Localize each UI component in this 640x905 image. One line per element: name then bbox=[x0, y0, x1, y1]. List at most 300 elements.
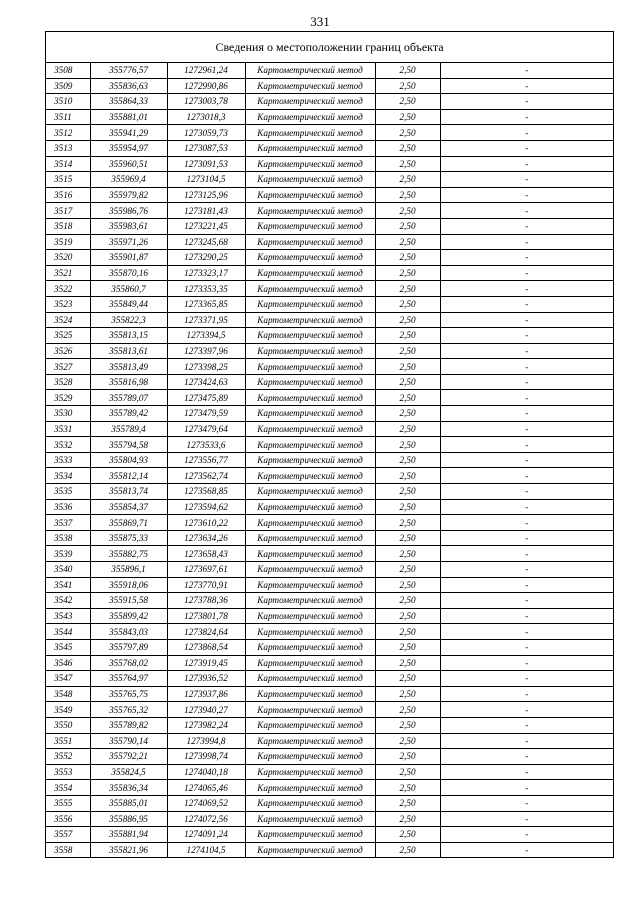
point-number-cell: 3557 bbox=[46, 827, 90, 843]
y-coordinate-cell: 1273398,25 bbox=[167, 359, 245, 375]
y-coordinate-cell: 1273371,95 bbox=[167, 312, 245, 328]
x-coordinate-cell: 355881,94 bbox=[90, 827, 167, 843]
point-number-cell: 3550 bbox=[46, 717, 90, 733]
y-coordinate-cell: 1273221,45 bbox=[167, 218, 245, 234]
method-cell: Картометрический метод bbox=[245, 390, 375, 406]
table-row bbox=[46, 203, 613, 219]
method-cell: Картометрический метод bbox=[245, 562, 375, 578]
y-coordinate-cell: 1273562,74 bbox=[167, 468, 245, 484]
point-number-cell: 3554 bbox=[46, 780, 90, 796]
x-coordinate-cell: 355875,33 bbox=[90, 530, 167, 546]
table-row bbox=[46, 78, 613, 94]
point-number-cell: 3556 bbox=[46, 811, 90, 827]
y-coordinate-cell: 1273475,89 bbox=[167, 390, 245, 406]
point-number-cell: 3540 bbox=[46, 562, 90, 578]
note-cell: - bbox=[440, 140, 613, 156]
y-coordinate-cell: 1273125,96 bbox=[167, 187, 245, 203]
note-cell: - bbox=[440, 671, 613, 687]
point-number-cell: 3520 bbox=[46, 250, 90, 266]
note-cell: - bbox=[440, 452, 613, 468]
table-row bbox=[46, 702, 613, 718]
table-row bbox=[46, 359, 613, 375]
accuracy-cell: 2,50 bbox=[375, 562, 440, 578]
note-cell: - bbox=[440, 234, 613, 250]
accuracy-cell: 2,50 bbox=[375, 109, 440, 125]
y-coordinate-cell: 1273937,86 bbox=[167, 686, 245, 702]
method-cell: Картометрический метод bbox=[245, 94, 375, 110]
method-cell: Картометрический метод bbox=[245, 733, 375, 749]
accuracy-cell: 2,50 bbox=[375, 546, 440, 562]
table-row bbox=[46, 655, 613, 671]
method-cell: Картометрический метод bbox=[245, 328, 375, 344]
table-row bbox=[46, 499, 613, 515]
note-cell: - bbox=[440, 795, 613, 811]
note-cell: - bbox=[440, 484, 613, 500]
table-row bbox=[46, 343, 613, 359]
note-cell: - bbox=[440, 156, 613, 172]
table-row bbox=[46, 328, 613, 344]
note-cell: - bbox=[440, 218, 613, 234]
y-coordinate-cell: 1273018,3 bbox=[167, 109, 245, 125]
method-cell: Картометрический метод bbox=[245, 499, 375, 515]
table-row bbox=[46, 390, 613, 406]
table-row bbox=[46, 94, 613, 110]
method-cell: Картометрический метод bbox=[245, 203, 375, 219]
y-coordinate-cell: 1273940,27 bbox=[167, 702, 245, 718]
point-number-cell: 3515 bbox=[46, 172, 90, 188]
x-coordinate-cell: 355854,37 bbox=[90, 499, 167, 515]
accuracy-cell: 2,50 bbox=[375, 343, 440, 359]
accuracy-cell: 2,50 bbox=[375, 530, 440, 546]
accuracy-cell: 2,50 bbox=[375, 624, 440, 640]
accuracy-cell: 2,50 bbox=[375, 842, 440, 857]
x-coordinate-cell: 355979,82 bbox=[90, 187, 167, 203]
x-coordinate-cell: 355792,21 bbox=[90, 749, 167, 765]
accuracy-cell: 2,50 bbox=[375, 125, 440, 141]
note-cell: - bbox=[440, 421, 613, 437]
point-number-cell: 3518 bbox=[46, 218, 90, 234]
point-number-cell: 3534 bbox=[46, 468, 90, 484]
point-number-cell: 3543 bbox=[46, 608, 90, 624]
x-coordinate-cell: 355849,44 bbox=[90, 296, 167, 312]
point-number-cell: 3535 bbox=[46, 484, 90, 500]
note-cell: - bbox=[440, 343, 613, 359]
x-coordinate-cell: 355941,29 bbox=[90, 125, 167, 141]
y-coordinate-cell: 1274104,5 bbox=[167, 842, 245, 857]
x-coordinate-cell: 355789,42 bbox=[90, 406, 167, 422]
accuracy-cell: 2,50 bbox=[375, 499, 440, 515]
accuracy-cell: 2,50 bbox=[375, 63, 440, 78]
method-cell: Картометрический метод bbox=[245, 639, 375, 655]
y-coordinate-cell: 1273801,78 bbox=[167, 608, 245, 624]
table-row bbox=[46, 218, 613, 234]
table-row bbox=[46, 63, 613, 78]
accuracy-cell: 2,50 bbox=[375, 172, 440, 188]
method-cell: Картометрический метод bbox=[245, 546, 375, 562]
x-coordinate-cell: 355822,3 bbox=[90, 312, 167, 328]
point-number-cell: 3509 bbox=[46, 78, 90, 94]
note-cell: - bbox=[440, 499, 613, 515]
table-row bbox=[46, 187, 613, 203]
y-coordinate-cell: 1274069,52 bbox=[167, 795, 245, 811]
point-number-cell: 3547 bbox=[46, 671, 90, 687]
y-coordinate-cell: 1273323,17 bbox=[167, 265, 245, 281]
method-cell: Картометрический метод bbox=[245, 749, 375, 765]
accuracy-cell: 2,50 bbox=[375, 187, 440, 203]
accuracy-cell: 2,50 bbox=[375, 795, 440, 811]
note-cell: - bbox=[440, 811, 613, 827]
accuracy-cell: 2,50 bbox=[375, 764, 440, 780]
x-coordinate-cell: 355836,63 bbox=[90, 78, 167, 94]
x-coordinate-cell: 355776,57 bbox=[90, 63, 167, 78]
method-cell: Картометрический метод bbox=[245, 702, 375, 718]
x-coordinate-cell: 355812,14 bbox=[90, 468, 167, 484]
point-number-cell: 3517 bbox=[46, 203, 90, 219]
note-cell: - bbox=[440, 281, 613, 297]
accuracy-cell: 2,50 bbox=[375, 827, 440, 843]
x-coordinate-cell: 355915,58 bbox=[90, 593, 167, 609]
table-row bbox=[46, 406, 613, 422]
table-row bbox=[46, 639, 613, 655]
method-cell: Картометрический метод bbox=[245, 827, 375, 843]
x-coordinate-cell: 355768,02 bbox=[90, 655, 167, 671]
note-cell: - bbox=[440, 593, 613, 609]
method-cell: Картометрический метод bbox=[245, 343, 375, 359]
x-coordinate-cell: 355813,49 bbox=[90, 359, 167, 375]
accuracy-cell: 2,50 bbox=[375, 94, 440, 110]
point-number-cell: 3514 bbox=[46, 156, 90, 172]
point-number-cell: 3512 bbox=[46, 125, 90, 141]
point-number-cell: 3549 bbox=[46, 702, 90, 718]
point-number-cell: 3528 bbox=[46, 374, 90, 390]
point-number-cell: 3529 bbox=[46, 390, 90, 406]
point-number-cell: 3537 bbox=[46, 515, 90, 531]
point-number-cell: 3532 bbox=[46, 437, 90, 453]
point-number-cell: 3513 bbox=[46, 140, 90, 156]
table-row bbox=[46, 468, 613, 484]
x-coordinate-cell: 355860,7 bbox=[90, 281, 167, 297]
table-row bbox=[46, 172, 613, 188]
y-coordinate-cell: 1274072,56 bbox=[167, 811, 245, 827]
table-row bbox=[46, 296, 613, 312]
method-cell: Картометрический метод bbox=[245, 296, 375, 312]
x-coordinate-cell: 355864,33 bbox=[90, 94, 167, 110]
method-cell: Картометрический метод bbox=[245, 109, 375, 125]
table-row bbox=[46, 780, 613, 796]
boundary-points-table bbox=[46, 63, 613, 857]
method-cell: Картометрический метод bbox=[245, 624, 375, 640]
point-number-cell: 3553 bbox=[46, 764, 90, 780]
y-coordinate-cell: 1273594,62 bbox=[167, 499, 245, 515]
note-cell: - bbox=[440, 686, 613, 702]
x-coordinate-cell: 355901,87 bbox=[90, 250, 167, 266]
y-coordinate-cell: 1273568,85 bbox=[167, 484, 245, 500]
accuracy-cell: 2,50 bbox=[375, 156, 440, 172]
table-row bbox=[46, 109, 613, 125]
table-title: Сведения о местоположении границ объекта bbox=[46, 32, 613, 63]
point-number-cell: 3541 bbox=[46, 577, 90, 593]
accuracy-cell: 2,50 bbox=[375, 328, 440, 344]
table-row bbox=[46, 546, 613, 562]
note-cell: - bbox=[440, 764, 613, 780]
method-cell: Картометрический метод bbox=[245, 717, 375, 733]
note-cell: - bbox=[440, 265, 613, 281]
method-cell: Картометрический метод bbox=[245, 187, 375, 203]
y-coordinate-cell: 1273788,36 bbox=[167, 593, 245, 609]
table-row bbox=[46, 749, 613, 765]
note-cell: - bbox=[440, 577, 613, 593]
y-coordinate-cell: 1273697,61 bbox=[167, 562, 245, 578]
accuracy-cell: 2,50 bbox=[375, 484, 440, 500]
accuracy-cell: 2,50 bbox=[375, 437, 440, 453]
accuracy-cell: 2,50 bbox=[375, 717, 440, 733]
y-coordinate-cell: 1273994,8 bbox=[167, 733, 245, 749]
accuracy-cell: 2,50 bbox=[375, 655, 440, 671]
method-cell: Картометрический метод bbox=[245, 795, 375, 811]
point-number-cell: 3531 bbox=[46, 421, 90, 437]
note-cell: - bbox=[440, 749, 613, 765]
point-number-cell: 3545 bbox=[46, 639, 90, 655]
y-coordinate-cell: 1273658,43 bbox=[167, 546, 245, 562]
point-number-cell: 3539 bbox=[46, 546, 90, 562]
accuracy-cell: 2,50 bbox=[375, 702, 440, 718]
note-cell: - bbox=[440, 109, 613, 125]
accuracy-cell: 2,50 bbox=[375, 577, 440, 593]
x-coordinate-cell: 355765,75 bbox=[90, 686, 167, 702]
accuracy-cell: 2,50 bbox=[375, 140, 440, 156]
accuracy-cell: 2,50 bbox=[375, 639, 440, 655]
accuracy-cell: 2,50 bbox=[375, 749, 440, 765]
point-number-cell: 3533 bbox=[46, 452, 90, 468]
point-number-cell: 3552 bbox=[46, 749, 90, 765]
x-coordinate-cell: 355790,14 bbox=[90, 733, 167, 749]
y-coordinate-cell: 1273087,53 bbox=[167, 140, 245, 156]
y-coordinate-cell: 1273479,64 bbox=[167, 421, 245, 437]
table-row bbox=[46, 125, 613, 141]
table-row bbox=[46, 686, 613, 702]
note-cell: - bbox=[440, 374, 613, 390]
method-cell: Картометрический метод bbox=[245, 125, 375, 141]
y-coordinate-cell: 1273936,52 bbox=[167, 671, 245, 687]
method-cell: Картометрический метод bbox=[245, 608, 375, 624]
table-row bbox=[46, 733, 613, 749]
table-row bbox=[46, 281, 613, 297]
table-row bbox=[46, 842, 613, 857]
point-number-cell: 3558 bbox=[46, 842, 90, 857]
method-cell: Картометрический метод bbox=[245, 671, 375, 687]
x-coordinate-cell: 355789,07 bbox=[90, 390, 167, 406]
point-number-cell: 3551 bbox=[46, 733, 90, 749]
note-cell: - bbox=[525, 844, 529, 855]
x-coordinate-cell: 355794,58 bbox=[90, 437, 167, 453]
y-coordinate-cell: 1273824,64 bbox=[167, 624, 245, 640]
y-coordinate-cell: 1273003,78 bbox=[167, 94, 245, 110]
accuracy-cell: 2,50 bbox=[375, 515, 440, 531]
table-row bbox=[46, 250, 613, 266]
method-cell: Картометрический метод bbox=[245, 764, 375, 780]
method-cell: Картометрический метод bbox=[245, 577, 375, 593]
table-row bbox=[46, 593, 613, 609]
y-coordinate-cell: 1273424,63 bbox=[167, 374, 245, 390]
accuracy-cell: 2,50 bbox=[375, 250, 440, 266]
point-number-cell: 3526 bbox=[46, 343, 90, 359]
x-coordinate-cell: 355813,61 bbox=[90, 343, 167, 359]
table-row bbox=[46, 827, 613, 843]
y-coordinate-cell: 1273181,43 bbox=[167, 203, 245, 219]
point-number-cell: 3516 bbox=[46, 187, 90, 203]
accuracy-cell: 2,50 bbox=[375, 686, 440, 702]
method-cell: Картометрический метод bbox=[245, 140, 375, 156]
note-cell: - bbox=[440, 312, 613, 328]
point-number-cell: 3536 bbox=[46, 499, 90, 515]
page-number: 331 bbox=[310, 14, 330, 29]
accuracy-cell: 2,50 bbox=[375, 780, 440, 796]
y-coordinate-cell: 1273868,54 bbox=[167, 639, 245, 655]
x-coordinate-cell: 355789,4 bbox=[90, 421, 167, 437]
note-cell: - bbox=[440, 78, 613, 94]
table-row bbox=[46, 484, 613, 500]
method-cell: Картометрический метод bbox=[245, 437, 375, 453]
method-cell: Картометрический метод bbox=[245, 234, 375, 250]
note-cell: - bbox=[440, 717, 613, 733]
accuracy-cell: 2,50 bbox=[375, 468, 440, 484]
method-cell: Картометрический метод bbox=[245, 515, 375, 531]
method-cell: Картометрический метод bbox=[245, 250, 375, 266]
x-coordinate-cell: 355969,4 bbox=[90, 172, 167, 188]
y-coordinate-cell: 1273556,77 bbox=[167, 452, 245, 468]
method-cell: Картометрический метод bbox=[245, 172, 375, 188]
table-body bbox=[46, 63, 613, 857]
table-row bbox=[46, 234, 613, 250]
x-coordinate-cell: 355896,1 bbox=[90, 562, 167, 578]
y-coordinate-cell: 1273365,85 bbox=[167, 296, 245, 312]
note-cell: - bbox=[440, 94, 613, 110]
method-cell: Картометрический метод bbox=[245, 406, 375, 422]
x-coordinate-cell: 355918,06 bbox=[90, 577, 167, 593]
table-row bbox=[46, 624, 613, 640]
point-number-cell: 3521 bbox=[46, 265, 90, 281]
table-row bbox=[46, 515, 613, 531]
method-cell: Картометрический метод bbox=[245, 156, 375, 172]
y-coordinate-cell: 1273634,26 bbox=[167, 530, 245, 546]
note-cell: - bbox=[440, 63, 613, 78]
method-cell: Картометрический метод bbox=[245, 312, 375, 328]
accuracy-cell: 2,50 bbox=[375, 608, 440, 624]
x-coordinate-cell: 355821,96 bbox=[90, 842, 167, 857]
note-cell: - bbox=[440, 780, 613, 796]
table-row bbox=[46, 562, 613, 578]
x-coordinate-cell: 355971,26 bbox=[90, 234, 167, 250]
y-coordinate-cell: 1273353,35 bbox=[167, 281, 245, 297]
note-cell: - bbox=[440, 437, 613, 453]
table-row bbox=[46, 374, 613, 390]
method-cell: Картометрический метод bbox=[245, 452, 375, 468]
note-cell: - bbox=[440, 702, 613, 718]
accuracy-cell: 2,50 bbox=[375, 218, 440, 234]
y-coordinate-cell: 1274065,46 bbox=[167, 780, 245, 796]
note-cell: - bbox=[440, 203, 613, 219]
table-row bbox=[46, 156, 613, 172]
x-coordinate-cell: 355882,75 bbox=[90, 546, 167, 562]
table-row bbox=[46, 795, 613, 811]
table-row bbox=[46, 452, 613, 468]
note-cell: - bbox=[440, 608, 613, 624]
method-cell: Картометрический метод bbox=[245, 218, 375, 234]
accuracy-cell: 2,50 bbox=[375, 733, 440, 749]
point-number-cell: 3538 bbox=[46, 530, 90, 546]
table-row bbox=[46, 312, 613, 328]
note-cell: - bbox=[440, 250, 613, 266]
y-coordinate-cell: 1274040,18 bbox=[167, 764, 245, 780]
method-cell: Картометрический метод bbox=[245, 265, 375, 281]
table-row bbox=[46, 608, 613, 624]
accuracy-cell: 2,50 bbox=[375, 374, 440, 390]
y-coordinate-cell: 1273290,25 bbox=[167, 250, 245, 266]
x-coordinate-cell: 355886,95 bbox=[90, 811, 167, 827]
note-cell: - bbox=[440, 328, 613, 344]
accuracy-cell: 2,50 bbox=[375, 452, 440, 468]
table-row bbox=[46, 811, 613, 827]
note-cell: - bbox=[440, 172, 613, 188]
point-number-cell: 3548 bbox=[46, 686, 90, 702]
point-number-cell: 3524 bbox=[46, 312, 90, 328]
table-row bbox=[46, 265, 613, 281]
y-coordinate-cell: 1273610,22 bbox=[167, 515, 245, 531]
table-row bbox=[46, 140, 613, 156]
point-number-cell: 3508 bbox=[46, 63, 90, 78]
point-number-cell: 3527 bbox=[46, 359, 90, 375]
y-coordinate-cell: 1273533,6 bbox=[167, 437, 245, 453]
table-row bbox=[46, 717, 613, 733]
table-row bbox=[46, 671, 613, 687]
x-coordinate-cell: 355960,51 bbox=[90, 156, 167, 172]
x-coordinate-cell: 355885,01 bbox=[90, 795, 167, 811]
x-coordinate-cell: 355954,97 bbox=[90, 140, 167, 156]
note-cell: - bbox=[440, 530, 613, 546]
note-cell: - bbox=[440, 546, 613, 562]
point-number-cell: 3511 bbox=[46, 109, 90, 125]
x-coordinate-cell: 355813,74 bbox=[90, 484, 167, 500]
y-coordinate-cell: 1273059,73 bbox=[167, 125, 245, 141]
table-row bbox=[46, 577, 613, 593]
y-coordinate-cell: 1273998,74 bbox=[167, 749, 245, 765]
method-cell: Картометрический метод bbox=[245, 484, 375, 500]
method-cell: Картометрический метод bbox=[245, 468, 375, 484]
accuracy-cell: 2,50 bbox=[375, 281, 440, 297]
method-cell: Картометрический метод bbox=[245, 811, 375, 827]
accuracy-cell: 2,50 bbox=[375, 203, 440, 219]
accuracy-cell: 2,50 bbox=[375, 593, 440, 609]
accuracy-cell: 2,50 bbox=[375, 390, 440, 406]
accuracy-cell: 2,50 bbox=[375, 234, 440, 250]
note-cell: - bbox=[440, 655, 613, 671]
x-coordinate-cell: 355816,98 bbox=[90, 374, 167, 390]
y-coordinate-cell: 1273104,5 bbox=[167, 172, 245, 188]
note-cell: - bbox=[440, 733, 613, 749]
note-cell: - bbox=[440, 468, 613, 484]
note-cell: - bbox=[440, 562, 613, 578]
y-coordinate-cell: 1273397,96 bbox=[167, 343, 245, 359]
accuracy-cell: 2,50 bbox=[375, 359, 440, 375]
accuracy-cell: 2,50 bbox=[375, 406, 440, 422]
method-cell: Картометрический метод bbox=[245, 359, 375, 375]
point-number-cell: 3525 bbox=[46, 328, 90, 344]
y-coordinate-cell: 1273770,91 bbox=[167, 577, 245, 593]
note-cell: - bbox=[440, 187, 613, 203]
x-coordinate-cell: 355983,61 bbox=[90, 218, 167, 234]
note-cell: - bbox=[440, 125, 613, 141]
method-cell: Картометрический метод bbox=[245, 842, 375, 857]
